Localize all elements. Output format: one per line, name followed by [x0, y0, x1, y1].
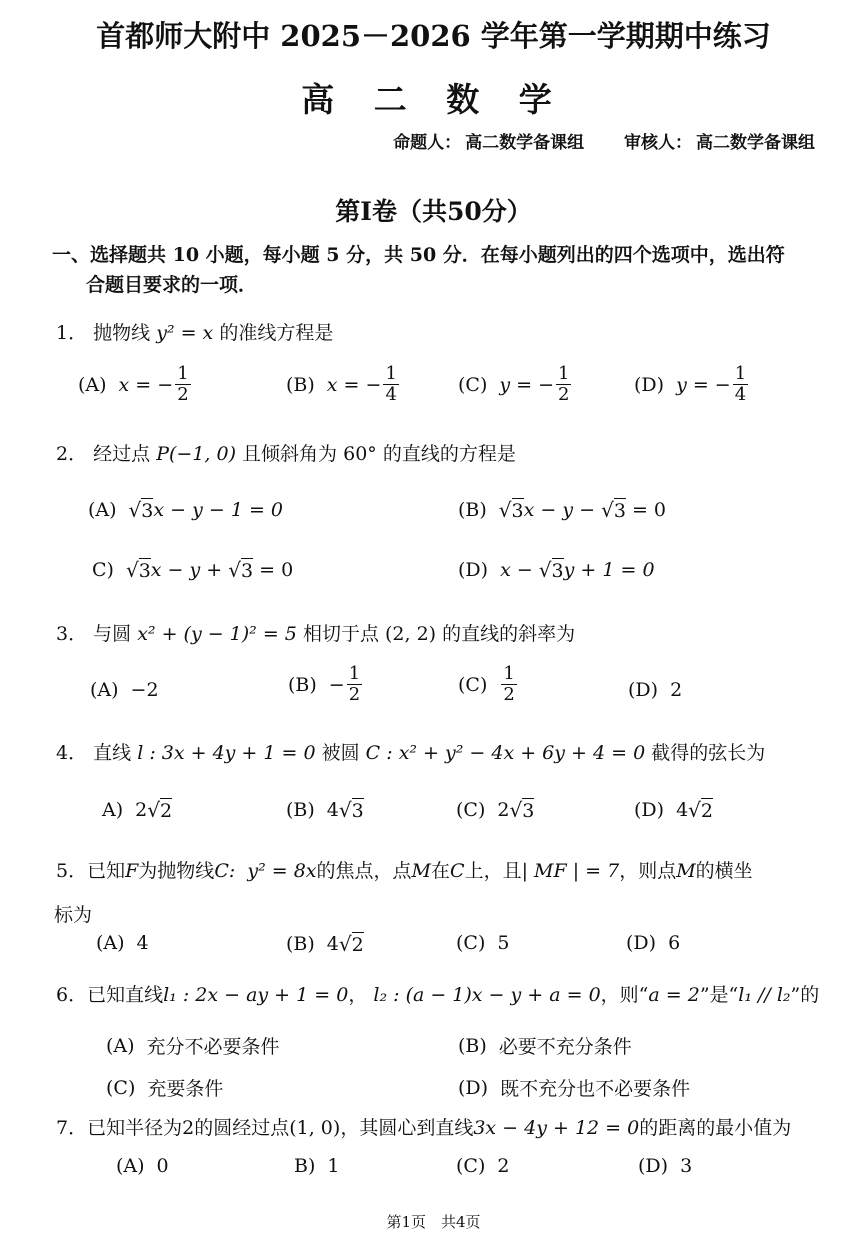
stem-equation: | MF | = 7: [521, 860, 620, 882]
question-5-stem-cont: 标为: [54, 904, 93, 926]
stem-text: ，则“: [600, 984, 649, 1006]
option-label: (D): [634, 373, 665, 396]
option-text: 2: [497, 1155, 510, 1177]
radicand: 3: [241, 560, 254, 582]
option-label: (C): [456, 1155, 486, 1177]
option-label: (C): [458, 673, 488, 696]
stem-text: ，则点: [619, 860, 677, 882]
stem-text: 截得的弦长为: [651, 742, 766, 764]
square-root: √ 3: [338, 798, 364, 822]
question-7-stem: [56, 1113, 791, 1140]
q1-option-c: [458, 364, 573, 405]
denominator: 2: [558, 384, 570, 405]
question-number: 2．: [56, 443, 88, 465]
stem-text: 相切于点: [302, 623, 379, 645]
option-text: 4: [326, 799, 339, 821]
q6-option-a: [106, 1032, 280, 1059]
denominator: 4: [385, 384, 397, 405]
square-root: √ 3: [538, 558, 564, 582]
stem-point: (2, 2): [385, 623, 437, 645]
q5-option-c: [456, 932, 509, 954]
stem-text: ，: [348, 984, 368, 1006]
question-5-stem: [56, 856, 753, 883]
q4-option-d: [634, 798, 713, 822]
option-label: (A): [116, 1155, 145, 1177]
fraction: [347, 664, 362, 705]
option-text: x = −: [326, 373, 382, 396]
stem-text: 在: [431, 860, 451, 882]
question-number: 5．: [56, 860, 88, 882]
numerator: 1: [348, 663, 361, 684]
stem-symbol: F: [125, 860, 139, 882]
q2-option-c: [92, 558, 293, 582]
stem-text: 为抛物线: [138, 860, 215, 882]
option-text: 充要条件: [147, 1078, 224, 1100]
option-label: (D): [634, 799, 665, 821]
q5-option-a: [96, 932, 149, 954]
q2-option-a: [88, 498, 283, 522]
stem-condition: a = 2: [648, 984, 700, 1006]
option-label: (C): [458, 373, 488, 396]
option-label: B): [294, 1155, 316, 1177]
option-label: (A): [78, 373, 107, 396]
q7-option-a: [116, 1155, 169, 1177]
exam-title: 首都师大附中 2025－2026 学年第一学期期中练习: [96, 19, 771, 53]
radicand: 3: [351, 800, 364, 822]
stem-line-1: l₁ : 2x − ay + 1 = 0: [163, 984, 349, 1006]
option-text: 2: [497, 799, 510, 821]
option-label: C): [92, 559, 114, 581]
stem-text: 被圆: [321, 742, 360, 764]
numerator: 1: [177, 363, 189, 384]
option-label: (A): [96, 932, 125, 954]
option-text: 4: [136, 932, 149, 954]
option-text: 2: [135, 799, 148, 821]
stem-text: 上，且: [464, 860, 522, 882]
stem-line-equation: 3x − 4y + 12 = 0: [473, 1117, 640, 1139]
q1-option-a: [78, 364, 193, 405]
stem-text: 抛物线: [93, 322, 151, 344]
option-label: (B): [458, 499, 487, 521]
question-1-stem: [56, 318, 333, 345]
option-text: 4: [326, 933, 339, 955]
q7-option-b: [294, 1155, 339, 1177]
q2-option-d: [458, 558, 655, 582]
fraction: [501, 664, 516, 705]
question-number: 6．: [56, 984, 88, 1006]
stem-equation: y² = 8x: [247, 860, 317, 882]
option-text: x − y +: [150, 559, 229, 581]
q4-option-b: [286, 798, 364, 822]
option-label: (D): [626, 932, 657, 954]
stem-symbol: M: [411, 860, 431, 882]
square-root: √ 3: [498, 498, 524, 522]
radicand: 2: [159, 800, 173, 822]
option-label: (B): [286, 933, 315, 955]
option-label: (B): [288, 673, 317, 696]
stem-text: 的横坐: [695, 860, 753, 882]
radicand: 3: [613, 500, 626, 522]
stem-line-2: l₂ : (a − 1)x − y + a = 0: [373, 984, 601, 1006]
stem-symbol: C: [450, 860, 465, 882]
page-footer: 第1页 共4页: [386, 1213, 481, 1231]
denominator: 4: [734, 384, 747, 405]
option-label: (C): [456, 932, 486, 954]
option-text: −: [328, 673, 345, 696]
q3-option-b: [288, 664, 364, 705]
option-text: 充分不必要条件: [146, 1036, 280, 1058]
option-label: (C): [456, 799, 486, 821]
q4-option-a: [102, 798, 172, 822]
author-line: [389, 128, 815, 153]
q1-option-d: [634, 364, 750, 405]
option-label: (A): [106, 1034, 135, 1057]
option-text: = 0: [253, 559, 294, 581]
square-root: √ 2: [688, 798, 713, 822]
stem-value: 2: [182, 1117, 195, 1139]
option-text: x − y −: [523, 499, 602, 521]
stem-equation: y² = x: [156, 322, 214, 344]
fraction: [556, 364, 571, 405]
volume-title: 第I卷（共50分）: [335, 197, 532, 226]
stem-text: 的圆经过点: [194, 1117, 290, 1139]
stem-line-equation: l : 3x + 4y + 1 = 0: [137, 742, 316, 764]
q7-option-d: [638, 1155, 692, 1177]
author-name: 高二数学备课组: [465, 133, 585, 153]
option-text: y = −: [676, 373, 731, 396]
q3-option-c: [458, 664, 519, 705]
denominator: 2: [503, 684, 515, 705]
stem-text: ”的: [790, 984, 820, 1006]
radicand: 3: [511, 500, 524, 522]
option-text: x = −: [118, 373, 174, 396]
stem-text: 的准线方程是: [219, 322, 334, 344]
option-label: (B): [286, 373, 315, 396]
fraction: [733, 364, 748, 405]
option-text: 4: [676, 799, 689, 821]
stem-equation: x² + (y − 1)² = 5: [137, 623, 297, 645]
option-text: = 0: [625, 499, 667, 521]
q1-option-b: [286, 364, 401, 405]
question-6-stem: [56, 980, 819, 1007]
option-label: (D): [628, 679, 659, 701]
option-text: 0: [156, 1155, 169, 1177]
option-label: (D): [458, 559, 489, 581]
option-text: −2: [130, 679, 159, 701]
numerator: 1: [734, 363, 747, 384]
q6-option-b: [458, 1032, 632, 1059]
fraction: [383, 364, 398, 405]
option-text: 5: [497, 932, 510, 954]
option-text: y + 1 = 0: [563, 559, 655, 581]
option-label: (D): [458, 1076, 489, 1099]
subject-title: 高 二 数 学: [301, 80, 566, 119]
stem-symbol: M: [676, 860, 696, 882]
option-text: 6: [668, 932, 681, 954]
option-text: 1: [327, 1155, 340, 1177]
q6-option-d: [458, 1074, 690, 1101]
square-root: √ 2: [147, 798, 173, 822]
radicand: 3: [551, 560, 564, 582]
stem-symbol: C:: [214, 860, 236, 882]
stem-point: P(−1, 0): [156, 443, 236, 465]
option-label: (C): [106, 1076, 136, 1099]
q3-option-a: [90, 679, 159, 701]
stem-circle-equation: C : x² + y² − 4x + 6y + 4 = 0: [365, 742, 646, 764]
stem-text: 已知: [87, 860, 126, 882]
radicand: 3: [141, 500, 154, 522]
stem-text: 已知直线: [87, 984, 164, 1006]
denominator: 2: [348, 684, 361, 705]
reviewer-name: 高二数学备课组: [696, 133, 815, 153]
denominator: 2: [177, 384, 189, 405]
radicand: 3: [138, 560, 151, 582]
numerator: 1: [503, 663, 515, 684]
reviewer-label: 审核人：: [624, 133, 692, 153]
option-text: 2: [670, 679, 683, 701]
stem-text: 经过点: [93, 443, 151, 465]
square-root: √ 3: [125, 558, 151, 582]
section-line-1: 一、选择题共 10 小题，每小题 5 分，共 50 分．在每小题列出的四个选项中，选出符: [52, 244, 785, 266]
square-root: √ 3: [128, 498, 154, 522]
stem-text: 已知半径为: [87, 1117, 183, 1139]
stem-text: 的焦点，点: [316, 860, 412, 882]
square-root: √ 3: [509, 798, 535, 822]
q5-option-d: [626, 932, 680, 954]
stem-text: 的距离的最小值为: [639, 1117, 792, 1139]
option-label: (B): [458, 1034, 487, 1057]
option-label: (A): [88, 499, 117, 521]
question-2-stem: [56, 439, 516, 466]
square-root: √ 3: [228, 558, 254, 582]
stem-text: 的直线的斜率为: [442, 623, 576, 645]
numerator: 1: [558, 363, 570, 384]
q6-option-c: [106, 1074, 223, 1101]
section-line-2: 合题目要求的一项．: [86, 274, 258, 296]
stem-text: 直线: [93, 742, 132, 764]
option-label: (D): [638, 1155, 669, 1177]
question-4-stem: [56, 738, 765, 765]
author-label: 命题人：: [393, 133, 462, 153]
stem-text: 且倾斜角为: [242, 443, 338, 465]
radicand: 2: [700, 800, 713, 822]
question-3-stem: [56, 619, 575, 646]
q5-option-b: [286, 932, 364, 956]
stem-text: 的直线的方程是: [382, 443, 516, 465]
question-number: 4．: [56, 742, 88, 764]
question-number: 1．: [56, 322, 88, 344]
stem-point: (1, 0): [289, 1117, 341, 1139]
option-text: 必要不充分条件: [498, 1036, 632, 1058]
stem-angle: 60°: [343, 443, 377, 465]
q4-option-c: [456, 798, 534, 822]
option-label: A): [102, 799, 124, 821]
stem-text: 与圆: [93, 623, 132, 645]
square-root: √ 3: [601, 498, 626, 522]
stem-text: ”是“: [699, 984, 739, 1006]
question-number: 3．: [56, 623, 88, 645]
numerator: 1: [385, 363, 397, 384]
question-number: 7．: [56, 1117, 88, 1139]
option-text: x −: [500, 559, 539, 581]
option-label: (B): [286, 799, 315, 821]
option-label: (A): [90, 679, 119, 701]
option-text: 既不充分也不必要条件: [500, 1078, 691, 1100]
q2-option-b: [458, 498, 666, 522]
square-root: √ 2: [338, 932, 364, 956]
stem-text: ，其圆心到直线: [340, 1117, 474, 1139]
option-text: x − y − 1 = 0: [153, 499, 284, 521]
fraction: [175, 364, 190, 405]
radicand: 2: [351, 934, 364, 956]
option-text: 3: [680, 1155, 693, 1177]
q7-option-c: [456, 1155, 509, 1177]
section-instructions: [52, 240, 824, 300]
option-text: y = −: [499, 373, 555, 396]
q3-option-d: [628, 679, 682, 701]
stem-parallel: l₁ // l₂: [738, 984, 791, 1006]
radicand: 3: [522, 800, 535, 822]
